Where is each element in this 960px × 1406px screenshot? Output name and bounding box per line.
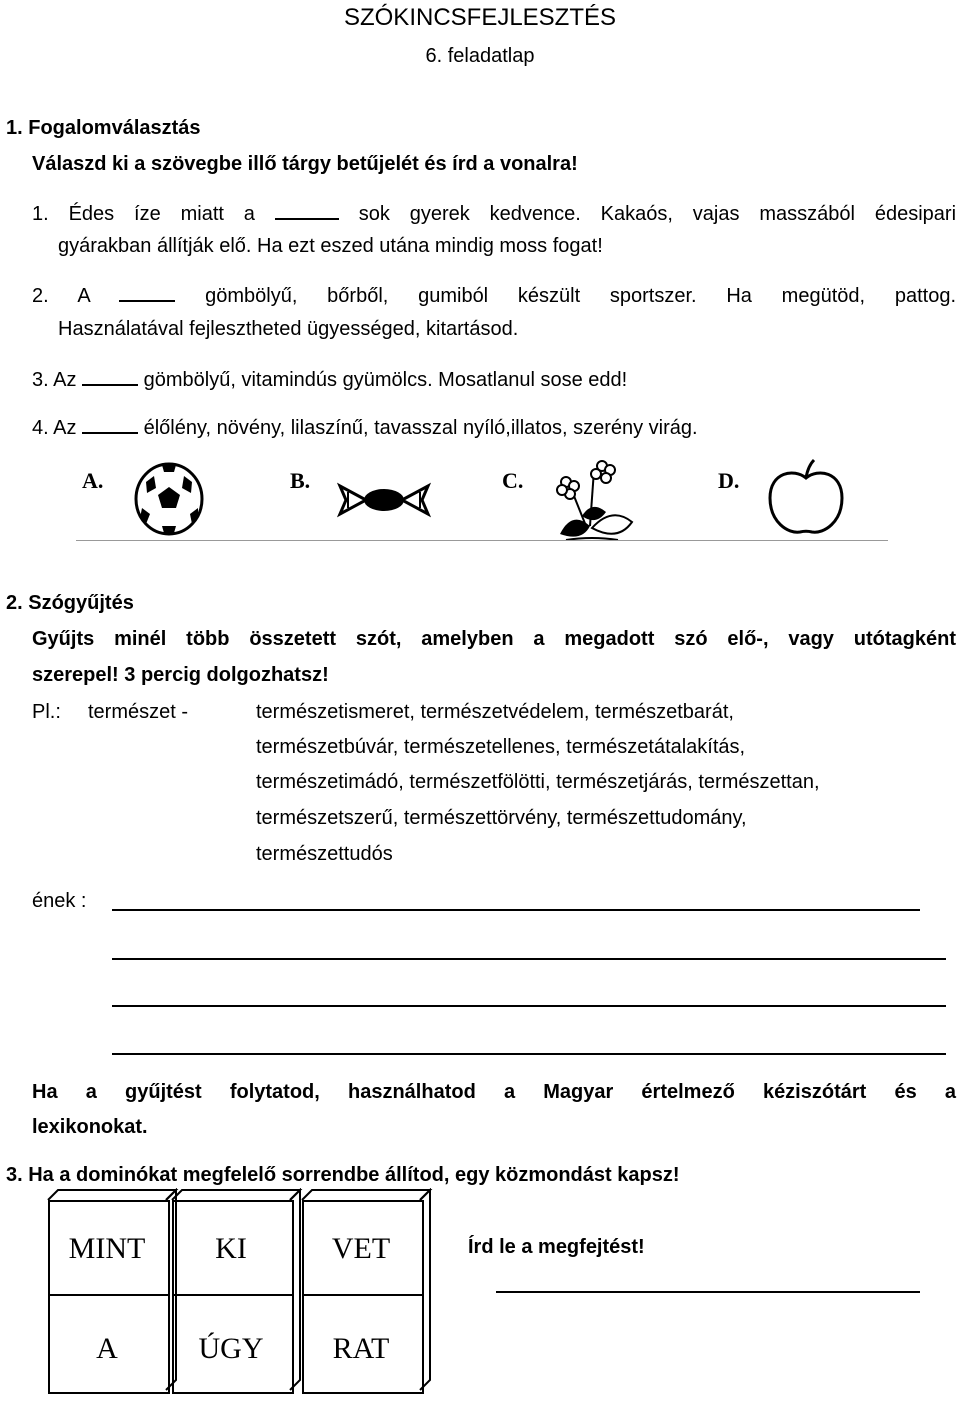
example-line-2: természetbúvár, természetellenes, természetátalakítás,	[256, 736, 746, 758]
item-number: 1.	[32, 203, 49, 225]
picture-label-c: C.	[502, 468, 524, 493]
apple-icon	[764, 456, 848, 538]
task2-heading: 2. Szógyűjtés	[6, 592, 134, 614]
answer-line-4[interactable]	[112, 1053, 946, 1055]
task2-instruction	[32, 627, 956, 651]
soccer-ball-icon	[132, 460, 206, 538]
example-line-4: természetszerű, természettörvény, természettudomány,	[256, 807, 747, 829]
task1-item-2-continuation: Használatával fejlesztheted ügyességed, kitartásod.	[58, 318, 519, 340]
domino-depth-shading	[40, 1188, 450, 1402]
item-text-after: élőlény, növény, lilaszínű, tavasszal nyíló,illatos, szerény virág.	[143, 417, 698, 439]
task1-heading: 1. Fogalomválasztás	[6, 117, 201, 139]
answer-line-3[interactable]	[112, 1005, 946, 1007]
item-text-after: sok gyerek kedvence. Kakaós, vajas masszából édesipari	[358, 203, 957, 225]
task2-instruction-line1: Gyűjts minél több összetett szót, amelyben a megadott szó elő-, vagy utótagként	[32, 628, 956, 650]
domino-1-bottom-text: A	[96, 1332, 118, 1365]
domino-1-top-text: MINT	[68, 1232, 146, 1265]
item-number: 2.	[32, 285, 49, 307]
item-text-before: Édes íze miatt a	[68, 203, 255, 225]
task3-heading: 3. Ha a dominókat megfelelő sorrendbe állítod, egy közmondást kapsz!	[6, 1164, 680, 1186]
page-title: SZÓKINCSFEJLESZTÉS	[343, 4, 617, 31]
picture-label-b: B.	[290, 468, 311, 493]
task2-note	[32, 1080, 956, 1104]
item-number: 4.	[32, 417, 49, 439]
domino-2-bottom-text: ÚGY	[198, 1332, 264, 1365]
domino-3-top-text: VET	[331, 1232, 391, 1265]
answer-blank-1[interactable]	[275, 200, 339, 220]
page-subtitle: 6. feladatlap	[425, 45, 535, 67]
example-line-3: természetimádó, természetfölötti, természetjárás, természettan,	[256, 771, 820, 793]
item-number: 3.	[32, 369, 49, 391]
example-line-5: természettudós	[256, 843, 393, 865]
example-word: természet -	[88, 701, 189, 723]
answer-blank-2[interactable]	[119, 282, 175, 302]
picture-label-a: A.	[82, 468, 104, 493]
task2-word: ének :	[32, 890, 87, 912]
task2-note-line1: Ha a gyűjtést folytatod, használhatod a Magyar értelmező kéziszótárt és a	[32, 1081, 956, 1103]
item-text-before: Az	[53, 417, 77, 439]
task2-note-line2: lexikonokat.	[32, 1116, 148, 1138]
picture-strip	[76, 452, 888, 544]
task1-item-3	[32, 366, 627, 392]
answer-blank-4[interactable]	[82, 414, 138, 434]
domino-set	[40, 1188, 450, 1402]
answer-line-1[interactable]	[112, 909, 920, 911]
item-text-after: gömbölyű, vitamindús gyümölcs. Mosatlanul sose edd!	[143, 369, 628, 391]
answer-blank-3[interactable]	[82, 366, 138, 386]
task1-instruction: Válaszd ki a szövegbe illő tárgy betűjelét és írd a vonalra!	[32, 153, 578, 175]
item-text-before: Az	[53, 369, 77, 391]
task1-item-1-continuation: gyárakban állítják elő. Ha ezt eszed utána mindig moss fogat!	[58, 235, 603, 257]
item-text-after: gömbölyű, bőrből, gumiból készült sportszer. Ha megütöd, pattog.	[205, 285, 956, 307]
picture-label-d: D.	[718, 468, 740, 493]
task1-item-2	[32, 282, 956, 308]
example-label: Pl.:	[32, 701, 61, 723]
item-text-before: A	[77, 285, 90, 307]
task1-item-4	[32, 414, 698, 440]
answer-prompt: Írd le a megfejtést!	[468, 1236, 645, 1258]
answer-line-2[interactable]	[112, 958, 946, 960]
wrapped-candy-icon	[336, 482, 432, 518]
example-line-1: természetismeret, természetvédelem, természetbarát,	[256, 701, 734, 723]
task1-item-1	[32, 200, 956, 226]
solution-answer-line[interactable]	[496, 1291, 920, 1293]
violet-flower-icon	[552, 456, 638, 544]
domino-3-bottom-text: RAT	[332, 1332, 390, 1365]
task2-instruction-line2: szerepel! 3 percig dolgozhatsz!	[32, 664, 329, 686]
domino-2-top-text: KI	[215, 1232, 247, 1265]
